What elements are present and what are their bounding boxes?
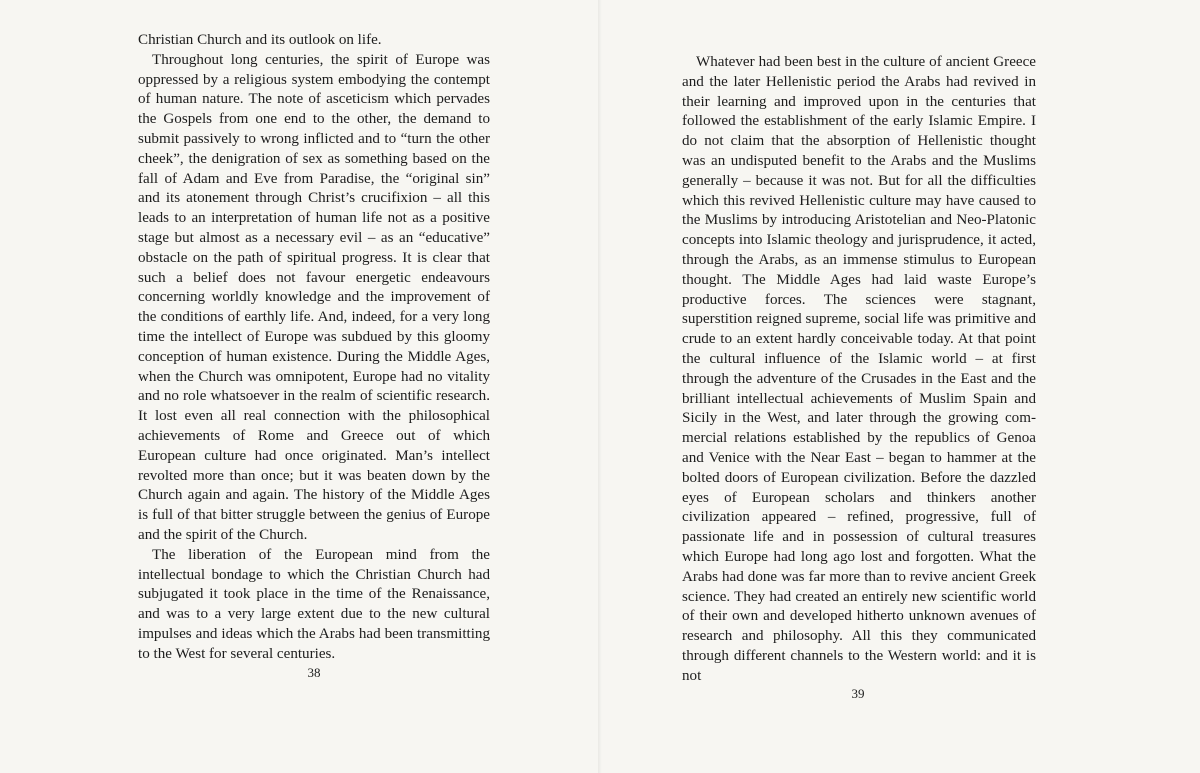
page-number: 38	[307, 665, 321, 680]
left-page-text	[138, 31, 490, 665]
paragraph: Whatever had been best in the culture of ancient Greece and the later Hellenistic period the Arabs had revived in their learning and improved upon in the centuries that followed the establishment of the early Islamic Empire. I do not claim that the absorption of Hellenistic thought was an undisputed benefit to the Arabs and the Muslims generally – because it was not. But for all the difficulties which this revived Hellenistic culture may have caused to the Muslims by introducing Aristotelian and Neo-Platonic concepts into Islamic theology and jurisprudence, it acted, through the Arabs, as an immense stimulus to European thought. The Middle Ages had laid waste Europe’s productive forces. The sciences were stagnant, superstition reigned supreme, social life was primitive and crude to an extent hardly conceivable today. At that point the cultural influence of the Islamic world – at first through the adventure of the Crusades in the East and the brilliant intellectual achievements of Muslim Spain and Sicily in the West, and later through the growing commercial relations established by the republics of Genoa and Venice with the Near East – began to hammer at the bolted doors of European civilization. Before the dazzled eyes of European scholars and thinkers another civilization appeared – refined, progressive, full of passionate life and in possession of cultural treasures which Europe had long ago lost and forgotten. What the Arabs had done was far more than to revive ancient Greek science. They had created an entirely new scientific world of their own and developed hitherto unknown avenues of research and philosophy. All this they communicated through different channels to the Western world: and it is not	[682, 54, 1036, 684]
paragraph: Throughout long centuries, the spirit of Europe was oppressed by a religious system embodying the contempt of human nature. The note of asceticism which pervades the Gospels from one end to the other, the demand to submit passively to wrong inflicted and to “turn the other cheek”, the denigration of sex as something based on the fall of Adam and Eve from Paradise, the “original sin” and its atonement through Christ’s crucifixion – all this leads to an interpretation of human life not as a positive stage but almost as a necessary evil – as an “educative” obstacle on the path of spiritual progress. It is clear that such a belief does not favour energetic endeavours concerning worldly knowledge and the improvement of the conditions of earthly life. And, indeed, for a very long time the intellect of Europe was subdued by this gloomy conception of human existence. During the Middle Ages, when the Church was omnipotent, Europe had no vitality and no role whatsoever in the realm of scientific research. It lost even all real connection with the philosophical achievements of Rome and Greece out of which European culture had once originated. Man’s intellect revolted more than once; but it was beaten down by the Church again and again. The history of the Middle Ages is full of that bitter struggle between the genius of Europe and the spirit of the Church.	[138, 51, 490, 543]
paragraph: Christian Church and its outlook on life.	[138, 32, 382, 48]
paragraph: The liberation of the European mind from the intellectual bondage to which the Christian Church had subjugated it took place in the time of the Renaissance, and was to a very large extent due to the new cultural impulses and ideas which the Arabs had been transmitting to the West for several centuries.	[138, 546, 490, 662]
page-number: 39	[851, 686, 865, 701]
right-page-text	[682, 53, 1036, 687]
right-page	[600, 0, 1200, 773]
